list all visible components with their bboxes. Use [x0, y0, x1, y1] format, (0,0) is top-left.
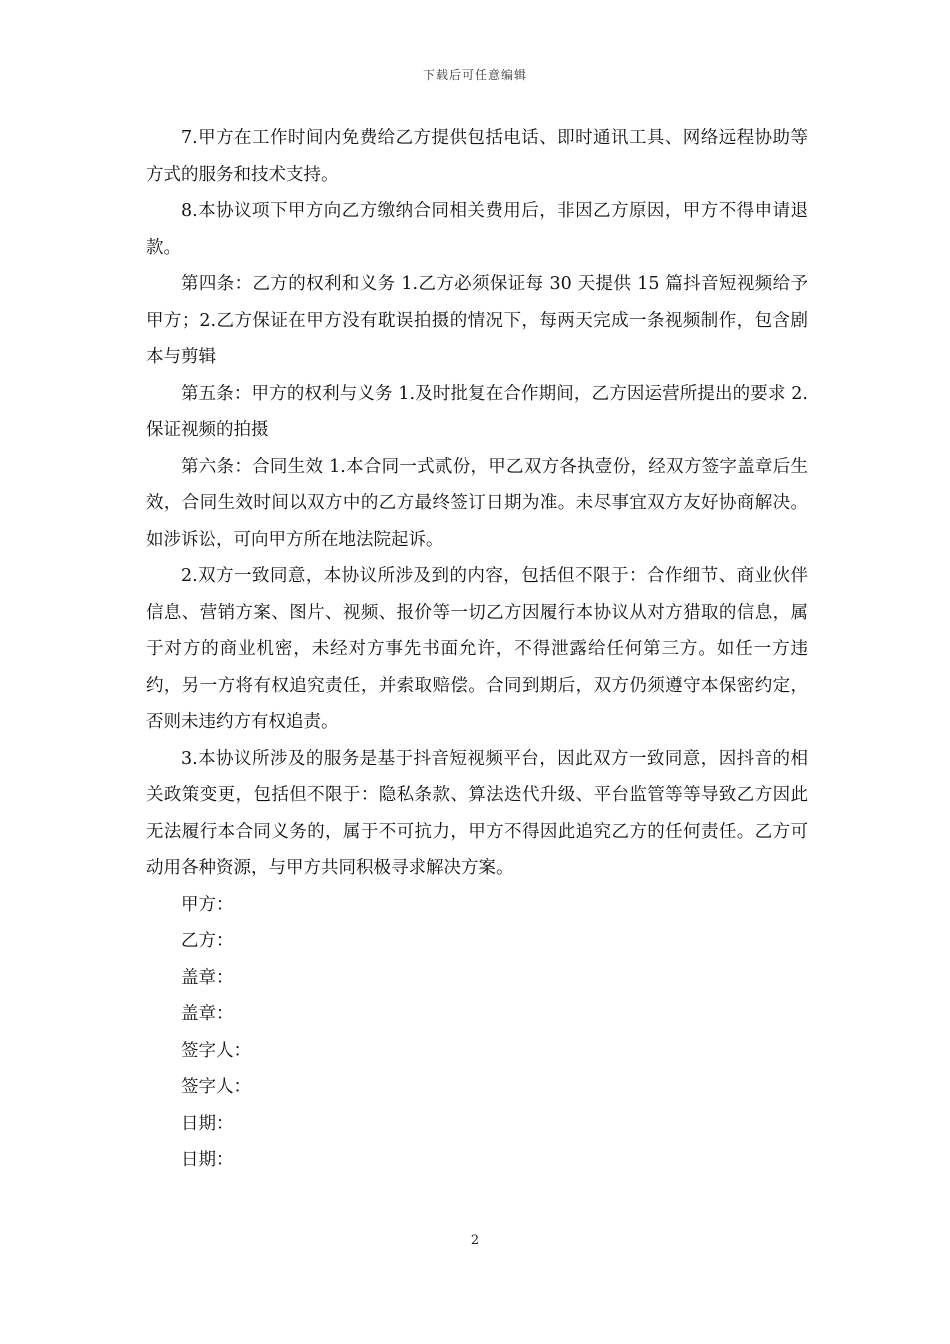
page-number: 2: [470, 1233, 480, 1248]
paragraph-clause-7: 7.甲方在工作时间内免费给乙方提供包括电话、即时通讯工具、网络远程协助等方式的服务和技术支持。: [146, 128, 808, 185]
paragraph-article-5: 第五条：甲方的权利与义务 1.及时批复在合作期间，乙方因运营所提出的要求 2.保证视频的拍摄: [146, 383, 808, 440]
paragraph-force-majeure: 3.本协议所涉及的服务是基于抖音短视频平台，因此双方一致同意，因抖音的相关政策变更，包括但不限于：隐私条款、算法迭代升级、平台监管等等导致乙方因此无法履行本合同义务的，属于不可抗力，甲方不得因此追究乙方的任何责任。乙方可动用各种资源，与甲方共同积极寻求解决方案。: [146, 748, 808, 878]
paragraph-confidentiality: 2.双方一致同意，本协议所涉及到的内容，包括但不限于：合作细节、商业伙伴信息、营销方案、图片、视频、报价等一切乙方因履行本协议从对方猎取的信息，属于对方的商业机密，未经对方事先书面允许，不得泄露给任何第三方。如任一方违约，另一方将有权追究责任，并索取赔偿。合同到期后，双方仍须遵守本保密约定，否则未违约方有权追责。: [146, 566, 808, 732]
signature-party-a: 甲方：: [181, 894, 234, 915]
signature-party-b: 乙方：: [181, 931, 234, 951]
page-header: 下载后可任意编辑: [422, 68, 527, 82]
signature-signer-a: 签字人：: [181, 1040, 251, 1061]
signature-seal-b: 盖章：: [181, 1004, 234, 1024]
paragraph-article-4: 第四条：乙方的权利和义务 1.乙方必须保证每 30 天提供 15 篇抖音短视频给予甲方；2.乙方保证在甲方没有耽误拍摄的情况下，每两天完成一条视频制作，包含剧本与剪辑: [146, 274, 808, 367]
signature-date-b: 日期：: [181, 1150, 234, 1170]
document-body: [146, 120, 808, 1179]
signature-signer-b: 签字人：: [181, 1077, 251, 1097]
signature-seal-a: 盖章：: [181, 967, 234, 988]
paragraph-article-6: 第六条：合同生效 1.本合同一式贰份，甲乙双方各执壹份，经双方签字盖章后生效，合同生效时间以双方中的乙方最终签订日期为准。未尽事宜双方友好协商解决。如涉诉讼，可向甲方所在地法院起诉。: [146, 456, 808, 550]
signature-date-a: 日期：: [181, 1113, 234, 1134]
paragraph-clause-8: 8.本协议项下甲方向乙方缴纳合同相关费用后，非因乙方原因，甲方不得申请退款。: [146, 201, 808, 258]
signature-block: [146, 887, 808, 1179]
